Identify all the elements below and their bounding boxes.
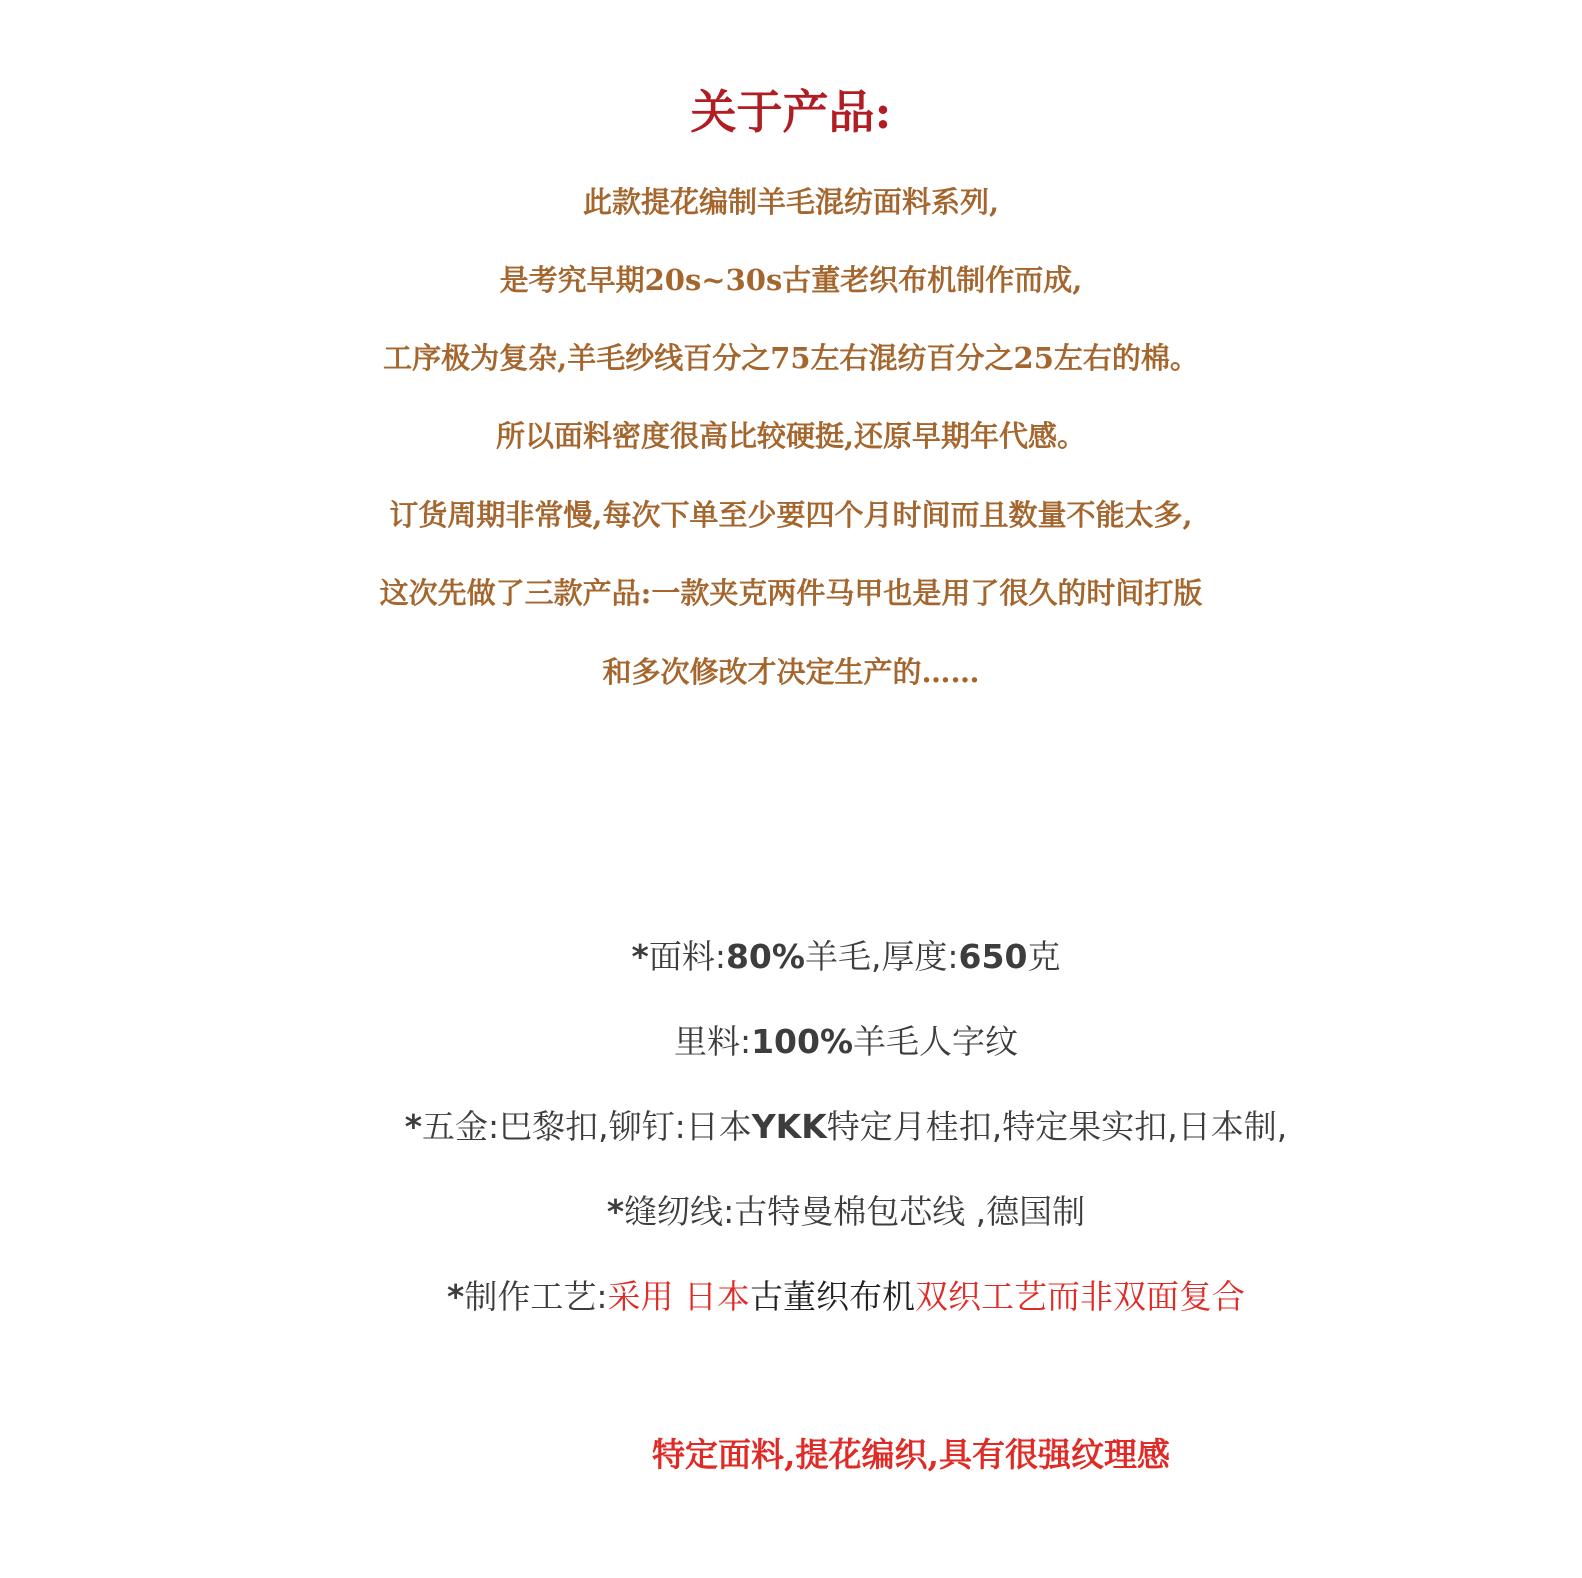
spec-craft	[55, 1273, 1582, 1321]
page-title: 关于产品:	[690, 85, 892, 139]
spec-text: 特定月桂扣,特定果实扣,日本制,	[826, 1107, 1288, 1146]
spec-weight: 650	[958, 937, 1028, 976]
spec-label: 里料:	[673, 1022, 752, 1061]
spec-percent: 80%	[725, 937, 805, 976]
spec-unit: 克	[1027, 937, 1061, 976]
intro-line: 这次先做了三款产品:一款夹克两件马甲也是用了很久的时间打版	[379, 576, 1203, 610]
spec-bullet: *	[447, 1277, 465, 1316]
spec-brand: YKK	[751, 1107, 827, 1146]
spec-material: 羊毛人字纹	[853, 1022, 1019, 1061]
spec-lining	[55, 1018, 1582, 1066]
spec-fabric	[55, 933, 1582, 981]
spec-highlight: 采用 日本	[607, 1277, 750, 1316]
spec-highlight: 双织工艺而非双面复合	[914, 1277, 1245, 1316]
spec-label: 制作工艺:	[464, 1277, 608, 1316]
intro-line: 工序极为复杂,羊毛纱线百分之75左右混纺百分之25左右的棉。	[383, 341, 1199, 375]
intro-line: 和多次修改才决定生产的……	[602, 655, 980, 689]
intro-line: 订货周期非常慢,每次下单至少要四个月时间而且数量不能太多,	[389, 498, 1193, 532]
spec-thread	[55, 1188, 1582, 1236]
intro-line: 此款提花编制羊毛混纺面料系列,	[582, 185, 1000, 219]
feature-tagline: 特定面料,提花编织,具有很强纹理感	[652, 1435, 1170, 1474]
spec-material: 羊毛,厚度:	[804, 937, 959, 976]
spec-bullet: *	[606, 1192, 625, 1231]
spec-text: 缝纫线:古特曼棉包芯线 ,德国制	[624, 1192, 1086, 1231]
spec-hardware	[55, 1103, 1582, 1151]
spec-percent: 100%	[751, 1022, 854, 1061]
spec-bullet: *	[631, 937, 649, 976]
intro-line: 是考究早期20s~30s古董老织布机制作而成,	[499, 263, 1083, 297]
intro-line: 所以面料密度很高比较硬挺,还原早期年代感。	[495, 419, 1087, 453]
spec-bullet: *	[404, 1107, 422, 1146]
spec-text: 古董织布机	[749, 1277, 915, 1316]
spec-label: 面料:	[648, 937, 726, 976]
spec-text: 五金:巴黎扣,铆钉:日本	[422, 1107, 752, 1146]
